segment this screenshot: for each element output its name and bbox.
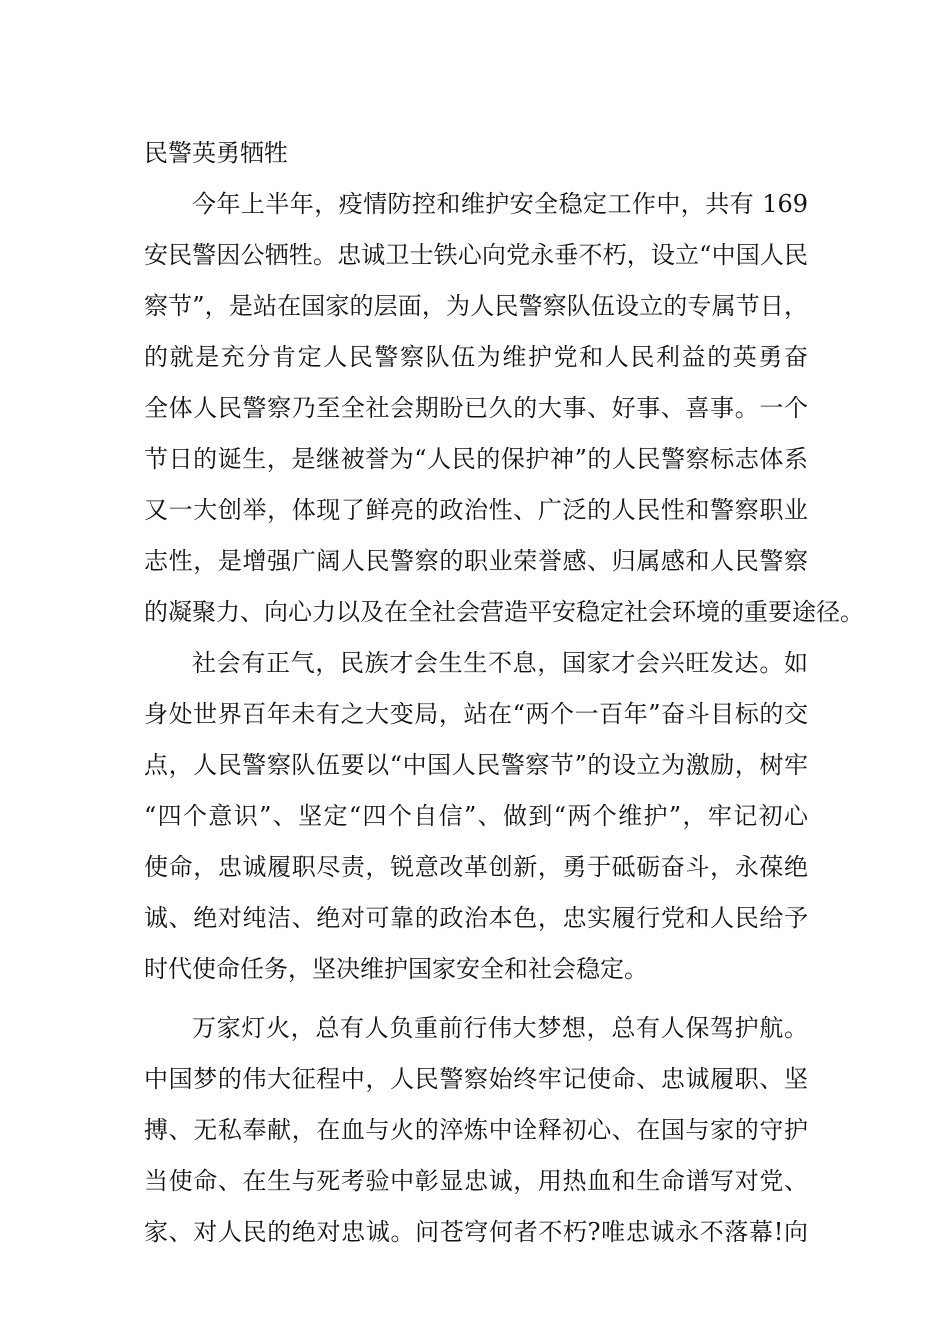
paragraph-3-line-2: 中国梦的伟大征程中，人民警察始终牢记使命、忠诚履职、坚 — [144, 1065, 808, 1093]
paragraph-2-line-5: 使命，忠诚履职尽责，锐意改革创新，勇于砥砺奋斗，永葆绝 — [144, 853, 808, 881]
paragraph-2-line-6: 诚、绝对纯洁、绝对可靠的政治本色，忠实履行党和人民给予 — [144, 904, 808, 932]
paragraph-2-line-2: 身处世界百年未有之大变局，站在“两个一百年”奋斗目标的交 — [144, 700, 808, 728]
paragraph-1-line-8: 志性，是增强广阔人民警察的职业荣誉感、归属感和人民警察 — [144, 547, 808, 575]
heading-line: 民警英勇牺牲 — [144, 139, 288, 167]
paragraph-3-line-1: 万家灯火，总有人负重前行伟大梦想，总有人保驾护航。 — [192, 1014, 808, 1042]
paragraph-1-line-9: 的凝聚力、向心力以及在全社会营造平安稳定社会环境的重要途径。 — [144, 598, 864, 626]
paragraph-3-line-5: 家、对人民的绝对忠诚。问苍穹何者不朽?唯忠诚永不落幕!向 — [144, 1218, 808, 1246]
paragraph-1-line-5: 全体人民警察乃至全社会期盼已久的大事、好事、喜事。一个 — [144, 394, 808, 422]
document-body — [144, 128, 864, 1258]
paragraph-2-line-7: 时代使命任务，坚决维护国家安全和社会稳定。 — [144, 955, 648, 983]
paragraph-1-line-4: 的就是充分肯定人民警察队伍为维护党和人民利益的英勇奋 — [144, 343, 808, 371]
paragraph-2-line-1: 社会有正气，民族才会生生不息，国家才会兴旺发达。如 — [192, 649, 808, 677]
paragraph-1-line-6: 节日的诞生，是继被誉为“人民的保护神”的人民警察标志体系 — [144, 445, 808, 473]
paragraph-2-line-4: “四个意识”、坚定“四个自信”、做到“两个维护”，牢记初心 — [144, 802, 808, 830]
paragraph-gap — [144, 995, 808, 1003]
paragraph-3-line-3: 搏、无私奉献，在血与火的淬炼中诠释初心、在国与家的守护 — [144, 1116, 808, 1144]
paragraph-1-line-1: 今年上半年，疫情防控和维护安全稳定工作中，共有 169 — [192, 190, 808, 218]
paragraph-1-line-3: 察节”，是站在国家的层面，为人民警察队伍设立的专属节日， — [144, 292, 808, 320]
paragraph-2-line-3: 点，人民警察队伍要以“中国人民警察节”的设立为激励，树牢 — [144, 751, 808, 779]
paragraph-1-line-7: 又一大创举，体现了鲜亮的政治性、广泛的人民性和警察职业 — [144, 496, 808, 524]
paragraph-3-line-4: 当使命、在生与死考验中彰显忠诚，用热血和生命谱写对党、 — [144, 1167, 808, 1195]
paragraph-1-line-2: 安民警因公牺牲。忠诚卫士铁心向党永垂不朽，设立“中国人民 — [144, 241, 808, 269]
